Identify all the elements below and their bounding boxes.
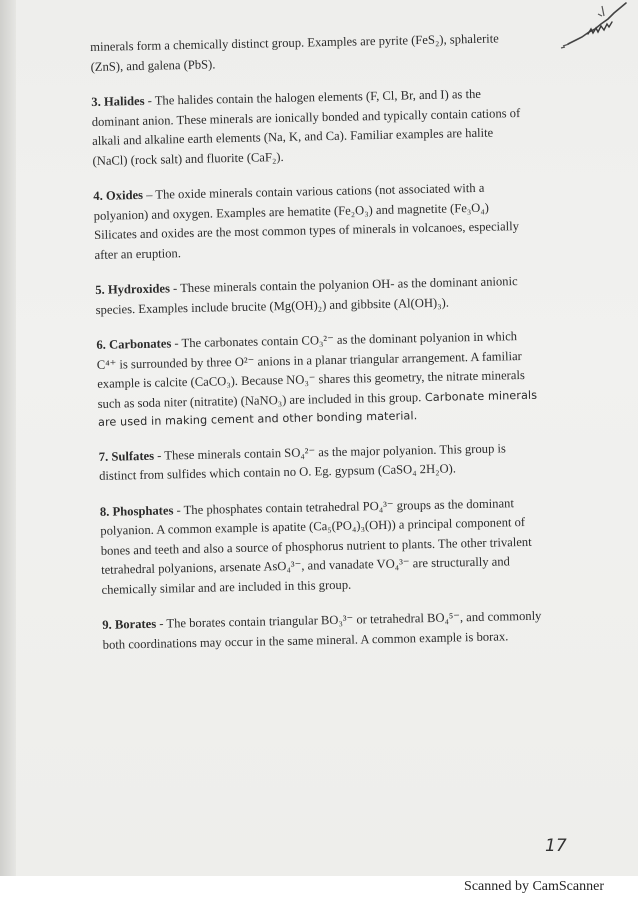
intro-paragraph	[90, 28, 551, 77]
section-line: alkali and alkaline earth elements (Na, K, and Ca). Familiar examples are halite	[92, 125, 494, 149]
section-line: - The phosphates contain tetrahedral PO₄³⁻ groups as the dominant	[173, 495, 515, 517]
section-line: - The carbonates contain CO₃²⁻ as the dominant polyanion in which	[171, 329, 518, 351]
section-line: C⁴⁺ is surrounded by three O²⁻ anions in a planar triangular arrangement. A familiar	[96, 348, 522, 372]
section-line: after an eruption.	[94, 245, 182, 262]
section-line: such as soda niter (nitratite) (NaNO₃) are included in this group.	[97, 389, 422, 411]
handwritten-scribble	[558, 0, 628, 56]
section-line: distinct from sulfides which contain no O. Eg. gypsum (CaSO₄ 2H₂O).	[99, 461, 457, 484]
section-halides	[91, 83, 553, 171]
section-heading: 4. Oxides	[93, 188, 144, 204]
section-line: dominant anion. These minerals are ionically bonded and typically contain cations of	[91, 105, 521, 129]
section-line: example is calcite (CaCO₃). Because NO₃⁻ shares this geometry, the nitrate minerals	[97, 368, 525, 392]
intro-line: minerals form a chemically distinct group. Examples are pyrite (FeS₂), sphalerite	[90, 31, 499, 54]
document-body	[90, 28, 563, 671]
section-phosphates	[100, 493, 562, 600]
section-heading: 5. Hydroxides	[95, 281, 171, 298]
section-line: Silicates and oxides are the most common types of minerals in volcanoes, especially	[93, 219, 520, 243]
section-line: bones and teeth and also a source of phosphorus nutrient to plants. The other trivalent	[100, 534, 532, 558]
section-heading: 6. Carbonates	[96, 336, 172, 353]
section-line: - These minerals contain the polyanion OH- as the dominant anionic	[169, 274, 518, 296]
scanner-watermark: Scanned by CamScanner	[464, 879, 604, 894]
section-heading: 9. Borates	[102, 616, 157, 633]
page-edge-shadow	[0, 0, 16, 876]
intro-line: (ZnS), and galena (PbS).	[90, 56, 216, 74]
section-line: - The halides contain the halogen elements (F, Cl, Br, and I) as the	[144, 86, 482, 108]
section-line: chemically similar and are included in this group.	[101, 577, 352, 597]
section-oxides	[93, 177, 555, 265]
typed-insert-text: are used in making cement and other bonding material.	[97, 409, 418, 430]
section-heading: 8. Phosphates	[99, 502, 174, 519]
section-line: polyanion. A common example is apatite (Ca₅(PO₄)₃(OH)) a principal component of	[100, 515, 526, 539]
section-line: both coordinations may occur in the same mineral. A common example is borax.	[102, 629, 509, 652]
section-carbonates	[96, 326, 558, 431]
section-line: (NaCl) (rock salt) and fluorite (CaF₂).	[92, 149, 284, 168]
section-line: species. Examples include brucite (Mg(OH)₂) and gibbsite (Al(OH)₃).	[95, 295, 450, 317]
section-sulfates	[99, 438, 560, 487]
section-borates	[102, 606, 563, 655]
section-line: - The borates contain triangular BO₃³⁻ or tetrahedral BO₄⁵⁻, and commonly	[156, 608, 542, 631]
section-line: polyanion) and oxygen. Examples are hematite (Fe₂O₃) and magnetite (Fe₃O₄)	[93, 200, 490, 223]
section-heading: 3. Halides	[91, 93, 145, 110]
page-number: 17	[545, 836, 567, 856]
section-heading: 7. Sulfates	[98, 448, 155, 464]
section-line: - These minerals contain SO₄²⁻ as the major polyanion. This group is	[153, 440, 506, 463]
typed-insert-text: Carbonate minerals	[421, 388, 538, 404]
section-line: – The oxide minerals contain various cations (not associated with a	[142, 180, 485, 203]
section-line: tetrahedral polyanions, arsenate AsO₄³⁻, and vanadate VO₄³⁻ are structurally and	[100, 554, 511, 578]
section-hydroxides	[95, 271, 556, 320]
